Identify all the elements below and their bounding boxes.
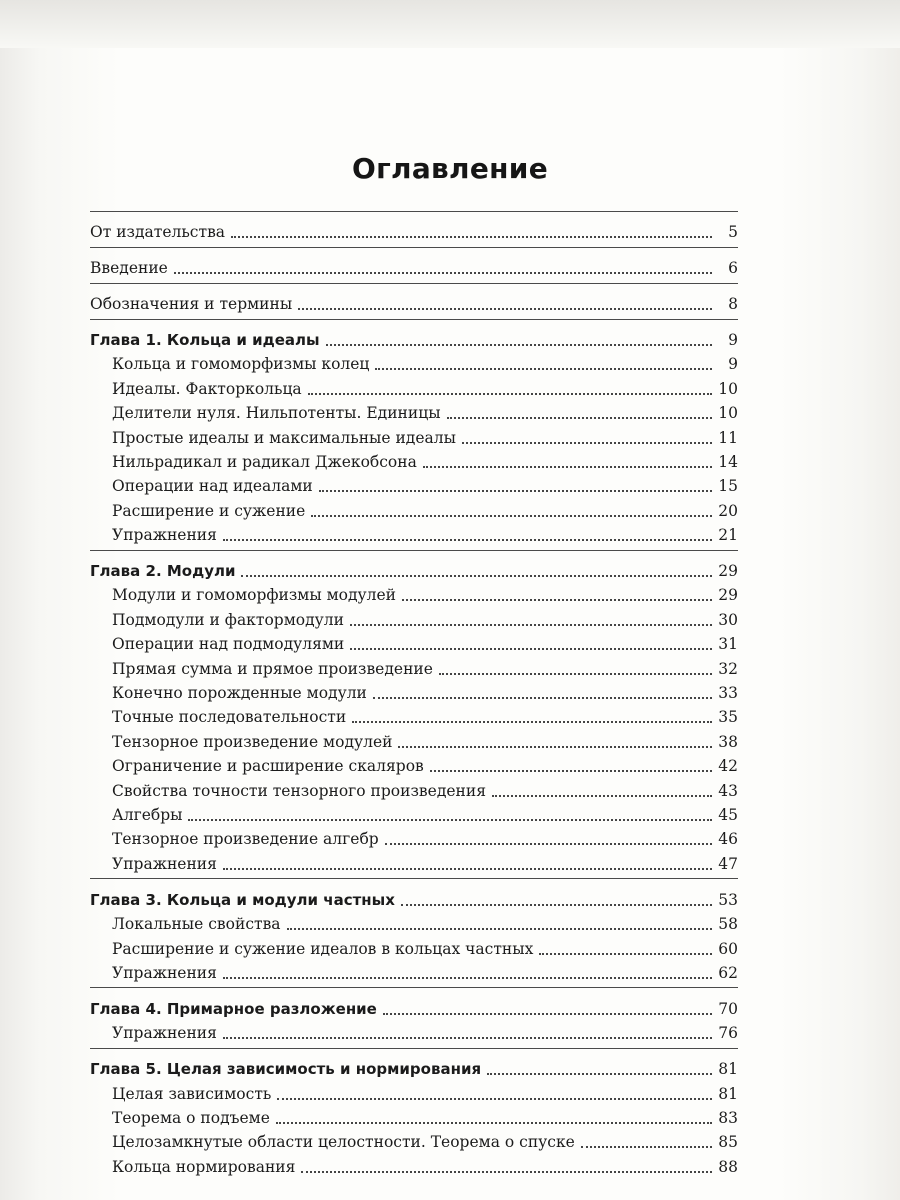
toc-page-number: 33 [718,684,738,702]
toc-section-entry [90,1103,738,1127]
toc-section-entry [90,958,738,982]
toc-section-entry [90,800,738,824]
toc-entry-title: Операции над подмодулями [112,635,345,654]
dot-leader [319,489,712,492]
toc-page-number: 10 [718,379,738,398]
toc-section-entry [90,653,738,677]
toc-section-entry [90,824,738,848]
toc-section-entry [90,702,738,726]
toc-entry-title: Алгебры [112,805,183,824]
toc-page-number: 43 [718,781,738,800]
toc-entry-title: Делители нуля. Нильпотенты. Единицы [112,404,441,423]
toc-chapter-entry [90,1048,738,1078]
toc-page-number: 9 [728,330,738,349]
toc-entry-title: Упражнения [112,963,217,982]
dot-leader [241,574,712,577]
dot-leader [375,367,712,370]
toc-entry-title: Глава 2. Модули [90,562,236,581]
toc-entry [90,211,738,241]
toc-entry-title: Точные последовательности [112,708,347,727]
dot-leader [447,416,712,419]
toc-entry-title: Конечно порожденные модули [112,684,367,702]
toc-entry-title: Локальные свойства [112,915,281,934]
toc-page-number: 81 [718,1060,738,1079]
toc-entry-title: Прямая сумма и прямое произведение [112,659,433,678]
dot-leader [298,307,712,310]
toc-page-number: 38 [718,732,738,751]
toc-section-entry [90,751,738,775]
toc-entry-title: Целозамкнутые области целостности. Теорема о спуске [112,1133,575,1152]
toc-entry-title: Кольца и гомоморфизмы колец [112,355,370,374]
table-of-contents [90,205,738,1176]
toc-section-entry [90,422,738,446]
toc-page-number: 11 [718,428,738,447]
toc-page-number: 30 [718,610,738,629]
dot-leader [311,514,712,517]
toc-page-number: 8 [728,294,738,313]
toc-page-number: 29 [718,562,738,581]
toc-entry [90,247,738,277]
dot-leader [492,794,712,797]
toc-entry-title: Упражнения [112,854,217,873]
dot-leader [308,392,712,395]
toc-section-entry [90,726,738,750]
toc-page-number: 15 [718,477,738,496]
toc-page-number: 58 [718,915,738,934]
toc-section-entry [90,495,738,519]
toc-entry-title: Упражнения [112,526,217,545]
dot-leader [223,867,712,870]
toc-page-number: 35 [718,708,738,727]
toc-entry [90,283,738,313]
toc-page-number: 45 [718,805,738,824]
page-title: Оглавление [351,152,548,185]
dot-leader [539,952,712,955]
toc-page-number: 31 [718,635,738,654]
dot-leader [287,927,712,930]
toc-entry-title: Тензорное произведение модулей [112,732,393,751]
toc-entry-title: Тензорное произведение алгебр [112,830,379,849]
toc-page-number: 42 [718,757,738,776]
toc-entry-title: Идеалы. Факторкольца [112,379,302,398]
toc-entry-title: От издательства [90,222,226,241]
toc-chapter-entry [90,319,738,349]
dot-leader [401,903,712,906]
dot-leader [385,842,712,845]
toc-section-entry [90,1151,738,1175]
dot-leader [301,1170,712,1173]
toc-entry-title: Обозначения и термины [90,294,293,313]
dot-leader [439,672,712,675]
dot-leader [373,696,712,699]
toc-entry-title: Теорема о подъеме [112,1109,270,1128]
toc-entry-title: Простые идеалы и максимальные идеалы [112,428,456,447]
toc-entry-title: Операции над идеалами [112,477,313,496]
toc-page-number: 81 [718,1084,738,1103]
toc-entry-title: Кольца нормирования [112,1157,296,1176]
toc-section-entry [90,933,738,957]
toc-section-entry [90,678,738,702]
toc-page-number: 70 [718,999,738,1018]
dot-leader [352,720,712,723]
toc-chapter-entry [90,550,738,580]
toc-chapter-entry [90,987,738,1017]
toc-entry-title: Глава 3. Кольца и модули частных [90,890,395,909]
toc-page-number: 88 [718,1157,738,1176]
toc-page-number: 46 [718,830,738,849]
toc-entry-title: Ограничение и расширение скаляров [112,757,424,776]
dot-leader [276,1121,712,1124]
toc-page-number: 5 [728,222,738,241]
toc-entry-title: Подмодули и фактормодули [112,610,344,629]
toc-entry-title: Глава 1. Кольца и идеалы [90,330,320,349]
toc-entry-title: Глава 4. Примарное разложение [90,999,377,1018]
page-edge-shadow [0,0,900,48]
toc-section-entry [90,909,738,933]
toc-section-entry [90,848,738,872]
toc-section-entry [90,604,738,628]
toc-section-entry [90,580,738,604]
dot-leader [423,465,712,468]
toc-entry-title: Свойства точности тензорного произведения [112,781,486,800]
toc-section-entry [90,373,738,397]
dot-leader [581,1145,712,1148]
toc-entry-title: Расширение и сужение [112,501,306,520]
toc-page-number: 20 [718,501,738,520]
dot-leader [223,538,712,541]
toc-page-number: 53 [718,890,738,909]
dot-leader [277,1097,712,1100]
toc-section-entry [90,629,738,653]
dot-leader [402,598,712,601]
dot-leader [326,343,712,346]
toc-entry-title: Расширение и сужение идеалов в кольцах частных [112,939,534,958]
dot-leader [174,271,712,274]
dot-leader [350,647,712,650]
toc-entry-title: Введение [90,258,168,277]
dot-leader [350,623,712,626]
toc-section-entry [90,775,738,799]
toc-page-number: 85 [718,1133,738,1152]
toc-page-number: 9 [728,355,738,374]
toc-page-number: 62 [718,963,738,982]
toc-section-entry [90,349,738,373]
toc-page-number: 83 [718,1109,738,1128]
toc-entry-title: Целая зависимость [112,1084,272,1103]
toc-page-number: 32 [718,659,738,678]
toc-entry-title: Глава 5. Целая зависимость и нормирования [90,1060,482,1079]
toc-section-entry [90,471,738,495]
dot-leader [231,235,712,238]
toc-page-number: 60 [718,939,738,958]
toc-section-entry [90,520,738,544]
toc-page-number: 21 [718,526,738,545]
dot-leader [430,769,712,772]
toc-page-number: 10 [718,404,738,423]
toc-section-entry [90,398,738,422]
toc-page-number: 6 [728,258,738,277]
dot-leader [398,745,712,748]
toc-chapter-entry [90,878,738,908]
toc-entry-title: Нильрадикал и радикал Джекобсона [112,452,417,471]
dot-leader [188,818,712,821]
toc-page-number: 47 [718,854,738,873]
toc-page-number: 14 [718,452,738,471]
dot-leader [487,1072,712,1075]
toc-page-number: 29 [718,586,738,605]
toc-entry-title: Модули и гомоморфизмы модулей [112,586,397,605]
dot-leader [462,441,712,444]
dot-leader [223,976,712,979]
toc-section-entry [90,1127,738,1151]
toc-section-entry [90,1018,738,1042]
toc-section-entry [90,1078,738,1102]
toc-page-number: 76 [718,1024,738,1043]
dot-leader [383,1012,712,1015]
dot-leader [223,1036,712,1039]
toc-section-entry [90,447,738,471]
toc-entry-title: Упражнения [112,1024,217,1043]
